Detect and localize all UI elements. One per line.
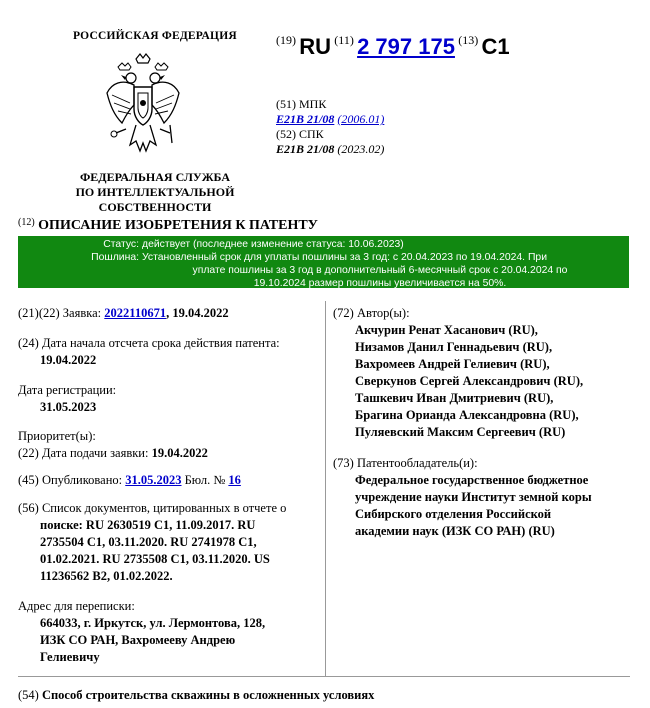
cited-documents-field — [18, 500, 286, 585]
address-field — [18, 598, 265, 666]
application-date: , 19.04.2022 — [166, 306, 229, 320]
term-date: 19.04.2022 — [40, 353, 97, 367]
patent-owner-field — [333, 455, 592, 540]
published-field — [18, 472, 241, 489]
column-divider — [325, 301, 326, 676]
term-label: (24) Дата начала отсчета срока действия патента: — [18, 336, 280, 350]
document-title-text: ОПИСАНИЕ ИЗОБРЕТЕНИЯ К ПАТЕНТУ — [38, 218, 318, 233]
term-field — [18, 335, 318, 369]
priority-label: Приоритет(ы): — [18, 429, 96, 443]
mpk-code-link[interactable]: E21B 21/08 — [276, 112, 335, 126]
code-12: (12) — [18, 217, 35, 228]
fee-line-1: Установленный срок для уплаты пошлины за 3 год: с 20.04.2023 по 19.04.2024. При — [142, 252, 548, 263]
address-line: 664033, г. Иркутск, ул. Лермонтова, 128, — [40, 616, 266, 630]
author-item: Пуляевский Максим Сергеевич (RU) — [355, 425, 566, 439]
published-date-link[interactable]: 31.05.2023 — [125, 473, 182, 487]
status-box — [18, 236, 629, 288]
patent-number-link[interactable]: 2 797 175 — [357, 34, 455, 59]
priority-field — [18, 428, 208, 462]
fee-label: Пошлина: — [91, 252, 139, 263]
fee-line-3: 19.10.2024 размер пошлины увеличивается на 50%. — [253, 278, 507, 289]
agency-line-2: ПО ИНТЕЛЛЕКТУАЛЬНОЙ СОБСТВЕННОСТИ — [75, 185, 235, 214]
application-number-link[interactable]: 2022110671 — [104, 306, 167, 320]
cited-line: 2735504 C1, 03.11.2020. RU 2741978 C1, — [40, 535, 257, 549]
document-title — [18, 217, 318, 234]
application-label: (21)(22) Заявка: — [18, 306, 102, 320]
author-item: Акчурин Ренат Хасанович (RU), — [355, 323, 538, 337]
country-name: РОССИЙСКАЯ ФЕДЕРАЦИЯ — [73, 30, 237, 42]
agency-name — [20, 170, 290, 215]
author-item: Сверкунов Сергей Александрович (RU), — [355, 374, 584, 388]
owner-line: учреждение науки Институт земной коры — [355, 490, 592, 504]
fee-line-2: уплате пошлины за 3 год в дополнительный 6-месячный срок с 20.04.2024 по — [192, 265, 568, 276]
author-item: Низамов Данил Геннадьевич (RU), — [355, 340, 553, 354]
owner-line: академии наук (ИЗК СО РАН) (RU) — [355, 524, 555, 538]
bulletin-label: Бюл. № — [184, 473, 226, 487]
address-line: Гелиевичу — [40, 650, 100, 664]
registration-field — [18, 382, 116, 416]
mpk-label: (51) МПК — [276, 97, 327, 111]
mpk-version-link[interactable]: (2006.01) — [337, 112, 385, 126]
cited-label: (56) Список документов, цитированных в отчете о — [18, 501, 287, 515]
owner-line: Федеральное государственное бюджетное — [355, 473, 589, 487]
registration-label: Дата регистрации: — [18, 383, 117, 397]
priority-filing-date: 19.04.2022 — [151, 446, 208, 460]
invention-title-text: Способ строительства скважины в осложненных условиях — [41, 688, 375, 702]
spk-version: (2023.02) — [337, 142, 385, 156]
spk-label: (52) СПК — [276, 127, 324, 141]
owner-line: Сибирского отделения Российской — [355, 507, 552, 521]
address-line: ИЗК СО РАН, Вахромееву Андрею — [40, 633, 236, 647]
classification-block — [276, 97, 384, 157]
section-divider — [18, 676, 630, 677]
published-label: (45) Опубликовано: — [18, 473, 123, 487]
status-value: действует (последнее изменение статуса: 10.06.2023) — [142, 239, 404, 250]
kind-code: C1 — [481, 34, 510, 59]
author-item: Вахромеев Андрей Гелиевич (RU), — [355, 357, 550, 371]
code-13: (13) — [458, 33, 479, 47]
status-label: Статус: — [103, 239, 139, 250]
agency-line-1: ФЕДЕРАЛЬНАЯ СЛУЖБА — [80, 170, 230, 184]
code-54: (54) — [18, 688, 39, 702]
invention-title — [18, 688, 374, 703]
priority-filing-label: (22) Дата подачи заявки: — [18, 446, 149, 460]
code-19: (19) — [276, 33, 296, 47]
country-code: RU — [299, 34, 332, 59]
spk-code: E21B 21/08 — [276, 142, 335, 156]
address-label: Адрес для переписки: — [18, 599, 135, 613]
cited-line: поиске: RU 2630519 C1, 11.09.2017. RU — [40, 518, 256, 532]
author-item: Брагина Орианда Александровна (RU), — [355, 408, 579, 422]
cited-line: 11236562 B2, 01.02.2022. — [40, 569, 173, 583]
patent-number-block — [276, 33, 510, 60]
cited-line: 01.02.2021. RU 2735508 C1, 03.11.2020. US — [40, 552, 270, 566]
registration-date: 31.05.2023 — [40, 400, 97, 414]
code-11: (11) — [334, 33, 354, 47]
authors-label: (72) Автор(ы): — [333, 306, 410, 320]
bulletin-number-link[interactable]: 16 — [228, 473, 241, 487]
russian-coat-of-arms-emblem — [104, 53, 182, 159]
owner-label: (73) Патентообладатель(и): — [333, 456, 478, 470]
author-item: Ташкевич Иван Дмитриевич (RU), — [355, 391, 554, 405]
authors-field — [333, 305, 583, 441]
application-field — [18, 305, 229, 322]
